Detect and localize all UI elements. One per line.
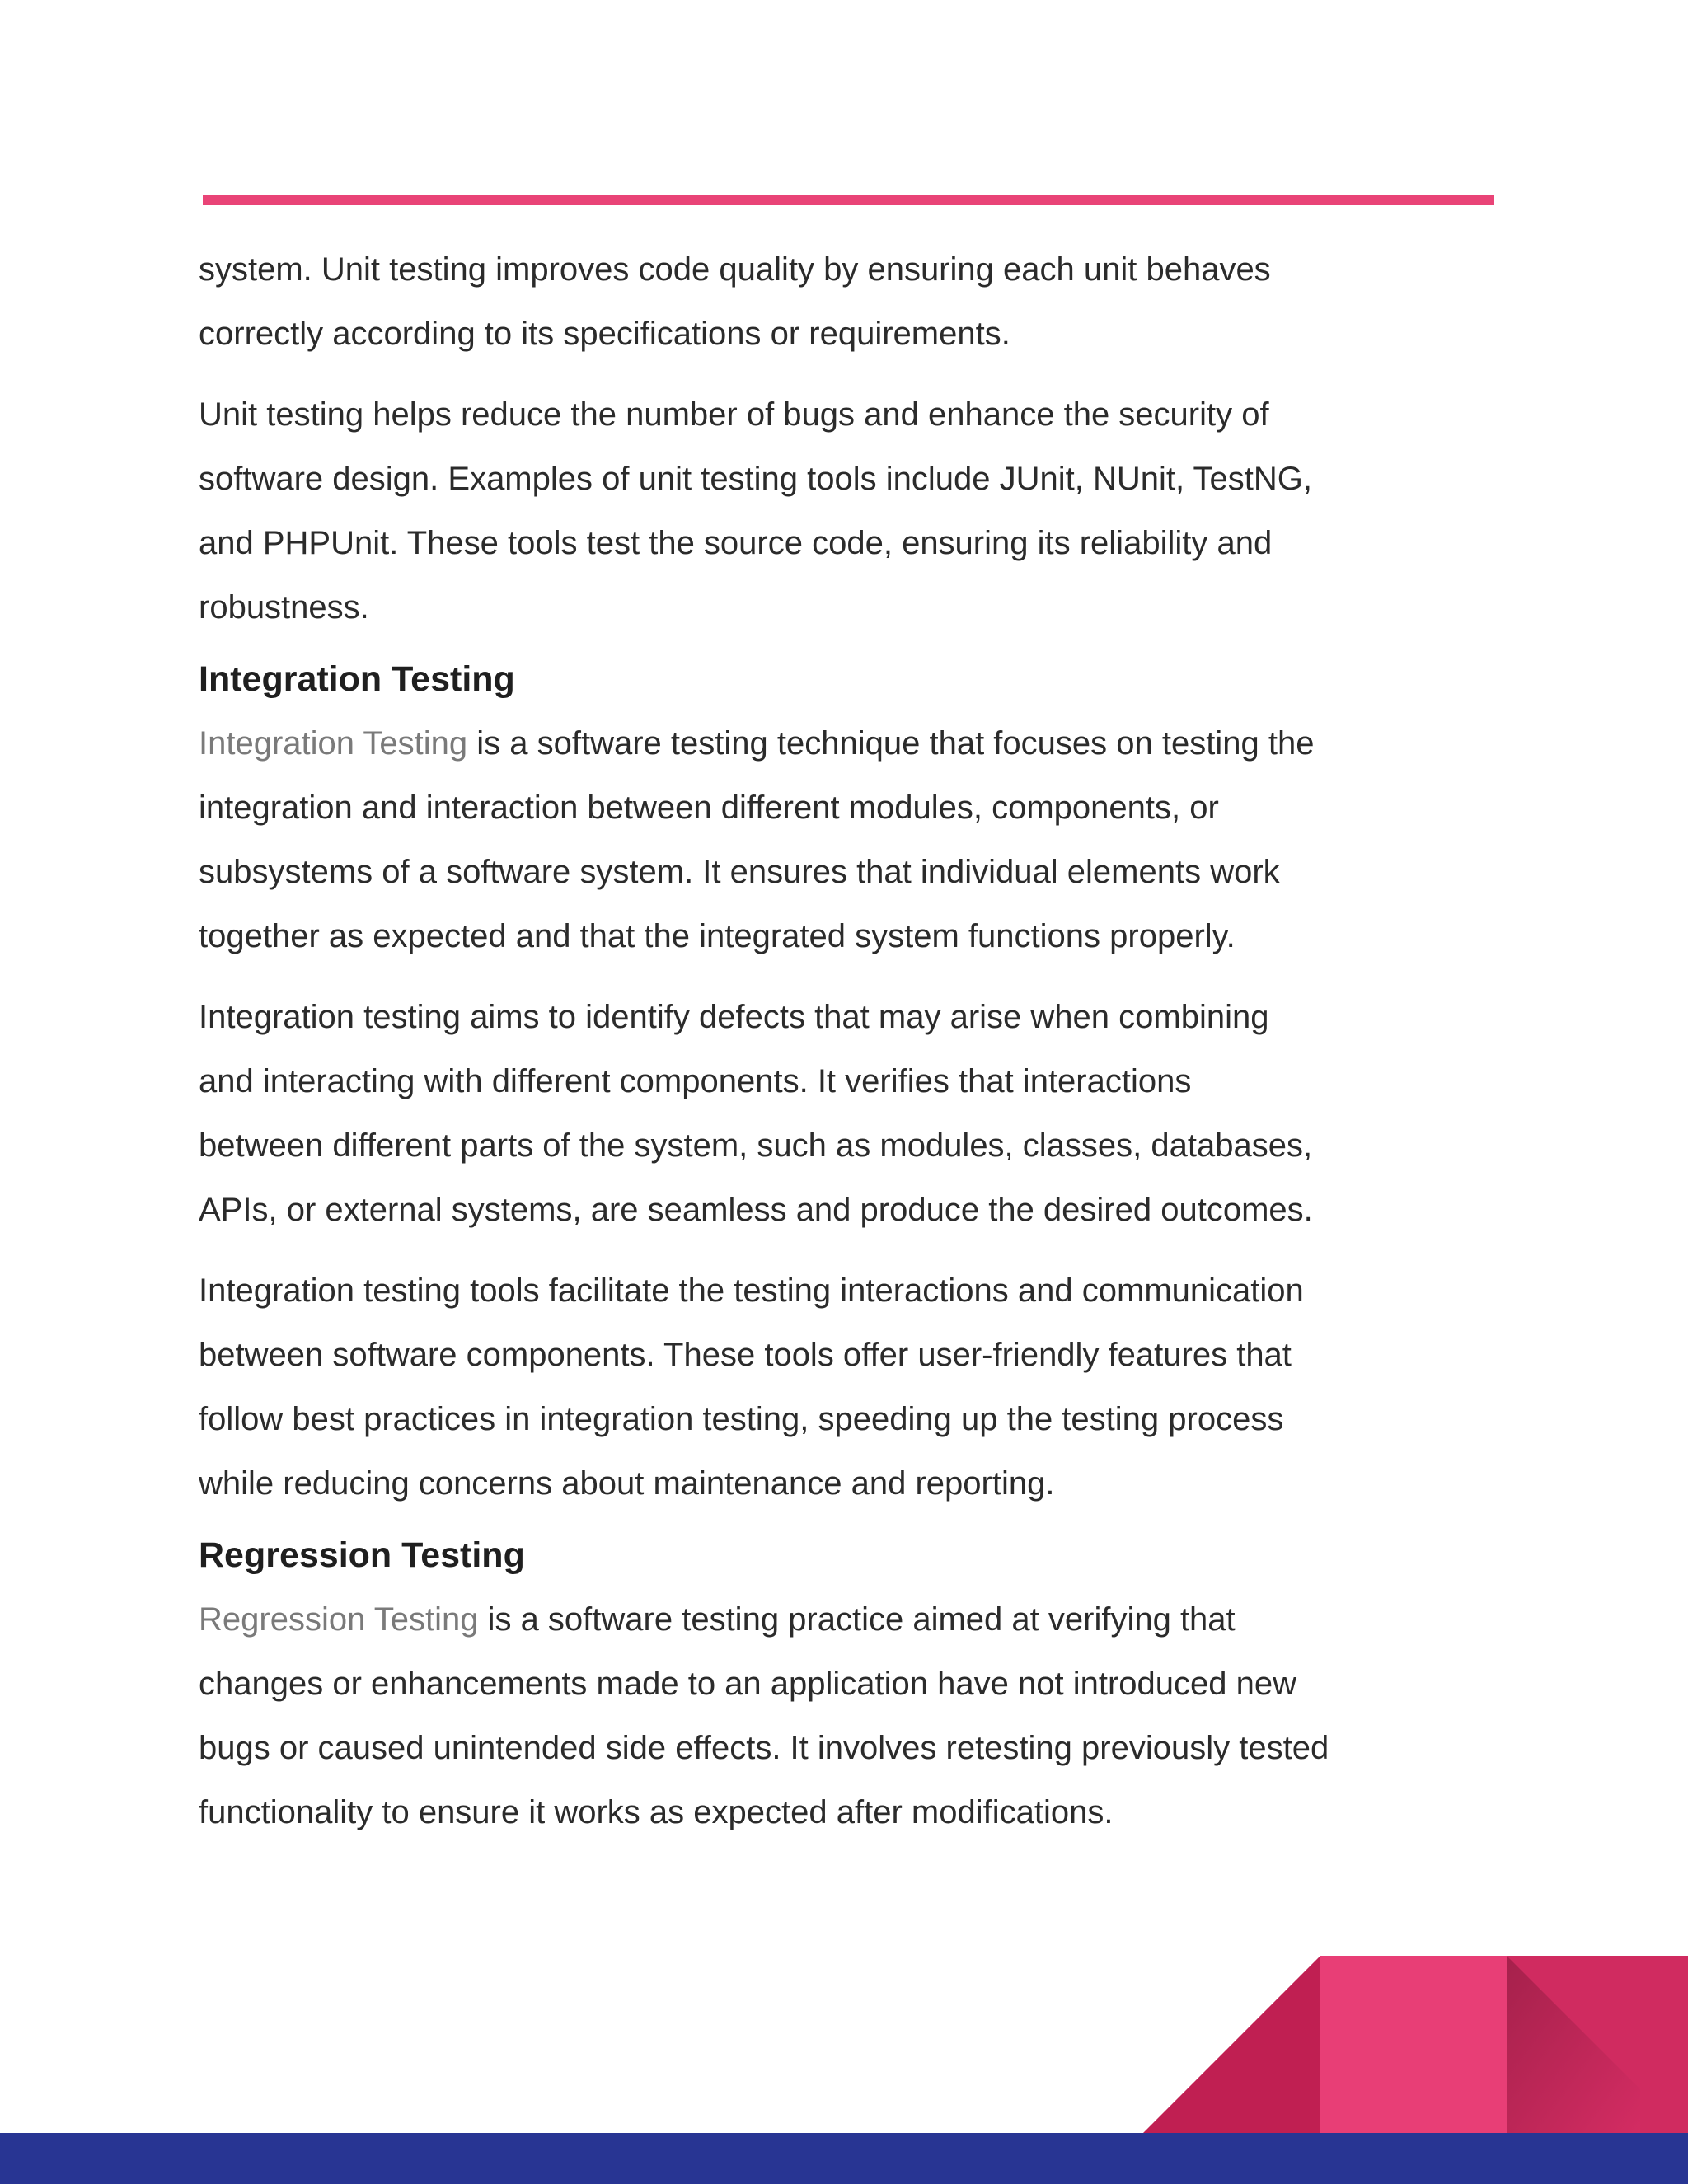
text-line: Integration testing tools facilitate the testing interactions and communication: [199, 1272, 1304, 1309]
paragraph-unit-testing-quality: [199, 237, 1501, 366]
paragraph-integration-tools: [199, 1258, 1501, 1516]
text-line: integration and interaction between different modules, components, or: [199, 790, 1219, 826]
decor-shade-triangle: [1507, 1956, 1640, 2135]
text-line: follow best practices in integration testing, speeding up the testing process: [199, 1401, 1284, 1437]
text-line: and PHPUnit. These tools test the source code, ensuring its reliability and: [199, 525, 1273, 561]
text-fragment: is a software testing practice aimed at verifying that: [478, 1601, 1236, 1638]
document-body: [199, 237, 1501, 1861]
text-line: bugs or caused unintended side effects. It involves retesting previously tested: [199, 1730, 1329, 1766]
text-line: functionality to ensure it works as expected after modifications.: [199, 1794, 1114, 1830]
text-line: between software components. These tools offer user-friendly features that: [199, 1337, 1292, 1373]
paragraph-regression-definition: [199, 1587, 1501, 1844]
text-line: APIs, or external systems, are seamless and produce the desired outcomes.: [199, 1192, 1313, 1228]
paragraph-integration-aims: [199, 985, 1501, 1242]
text-line: and interacting with different components. It verifies that interactions: [199, 1063, 1192, 1099]
decor-right-block: [1507, 1956, 1688, 2135]
section-heading-regression-testing: Regression Testing: [199, 1535, 525, 1575]
text-line: [199, 1587, 1501, 1652]
footer-bar: [0, 2133, 1688, 2184]
text-line: robustness.: [199, 589, 369, 626]
paragraph-unit-testing-tools: [199, 382, 1501, 640]
text-line: together as expected and that the integrated system functions properly.: [199, 918, 1236, 954]
text-line: Integration testing aims to identify defects that may arise when combining: [199, 999, 1269, 1035]
text-line: between different parts of the system, such as modules, classes, databases,: [199, 1127, 1313, 1164]
term-regression-testing[interactable]: Regression Testing: [199, 1601, 479, 1638]
text-line: Unit testing helps reduce the number of bugs and enhance the security of: [199, 396, 1269, 433]
text-line: software design. Examples of unit testing tools include JUnit, NUnit, TestNG,: [199, 461, 1312, 497]
text-line: [199, 711, 1501, 776]
decor-dark-triangle: [1142, 1956, 1320, 2135]
text-line: correctly according to its specifications or requirements.: [199, 316, 1010, 352]
paragraph-integration-definition: [199, 711, 1501, 968]
text-line: changes or enhancements made to an application have not introduced new: [199, 1666, 1297, 1702]
text-fragment: is a software testing technique that focuses on testing the: [467, 725, 1315, 762]
top-accent-rule: [203, 195, 1494, 205]
decor-pink-block: [1320, 1956, 1507, 2135]
section-heading-integration-testing: Integration Testing: [199, 659, 515, 699]
text-line: system. Unit testing improves code quality by ensuring each unit behaves: [199, 251, 1271, 288]
text-line: subsystems of a software system. It ensures that individual elements work: [199, 854, 1280, 890]
term-integration-testing[interactable]: Integration Testing: [199, 725, 468, 762]
text-line: while reducing concerns about maintenance and reporting.: [199, 1465, 1055, 1502]
